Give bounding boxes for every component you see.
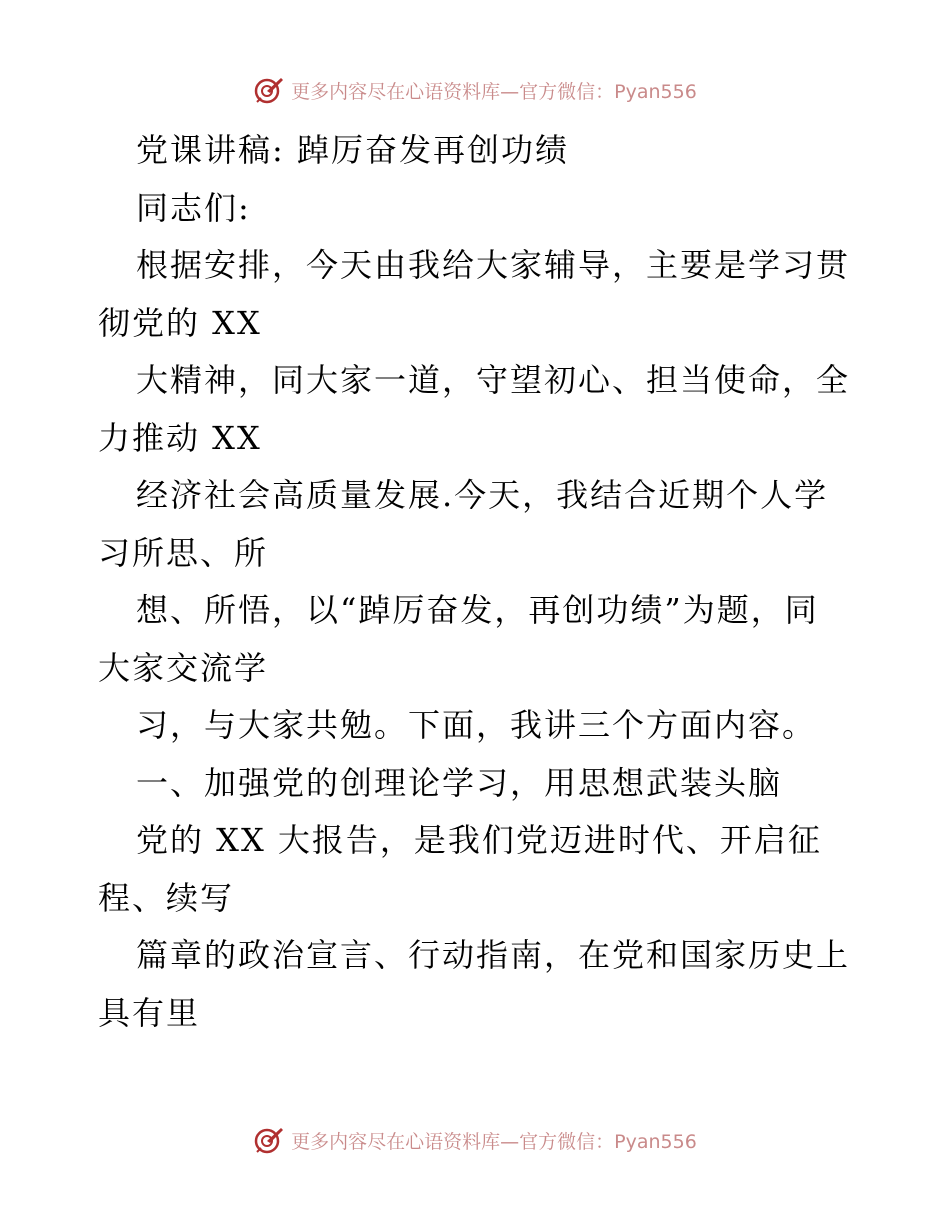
salutation: 同志们: <box>136 188 251 227</box>
paragraph-line: 根据安排，今天由我给大家辅导，主要是学习贯 <box>136 246 851 284</box>
paragraph-line: 篇章的政治宣言、行动指南，在党和国家历史上 <box>136 936 851 974</box>
header-watermark-text: 更多内容尽在心语资料库—官方微信：Pyan556 <box>291 80 697 103</box>
paragraph-line: 想、所悟，以“踔厉奋发，再创功绩”为题，同 <box>136 591 819 629</box>
paragraph-line: 经济社会高质量发展.今天，我结合近期个人学 <box>136 476 829 514</box>
paragraph-line: 习所思、所 <box>98 533 269 572</box>
footer-watermark <box>0 1120 950 1160</box>
paragraph-line: 彻党的 XX <box>98 303 262 342</box>
paragraph-line: 党的 XX 大报告，是我们党迈进时代、开启征 <box>136 821 822 859</box>
paragraph-line: 大家交流学 <box>98 648 269 687</box>
paragraph-line: 程、续写 <box>98 878 235 917</box>
document-body <box>98 122 858 1042</box>
header-watermark <box>0 70 950 110</box>
paragraph-line: 具有里 <box>98 993 201 1032</box>
pen-logo-icon <box>253 1124 285 1156</box>
paragraph-line: 力推动 XX <box>98 418 262 457</box>
section-heading: 一、加强党的创理论学习，用思想武装头脑 <box>136 763 783 802</box>
document-title: 党课讲稿: 踔厉奋发再创功绩 <box>136 131 569 169</box>
pen-logo-icon <box>253 74 285 106</box>
footer-watermark-text: 更多内容尽在心语资料库—官方微信：Pyan556 <box>291 1130 697 1153</box>
paragraph-line: 大精神，同大家一道，守望初心、担当使命，全 <box>136 361 851 399</box>
paragraph-line: 习，与大家共勉。下面，我讲三个方面内容。 <box>136 706 817 744</box>
